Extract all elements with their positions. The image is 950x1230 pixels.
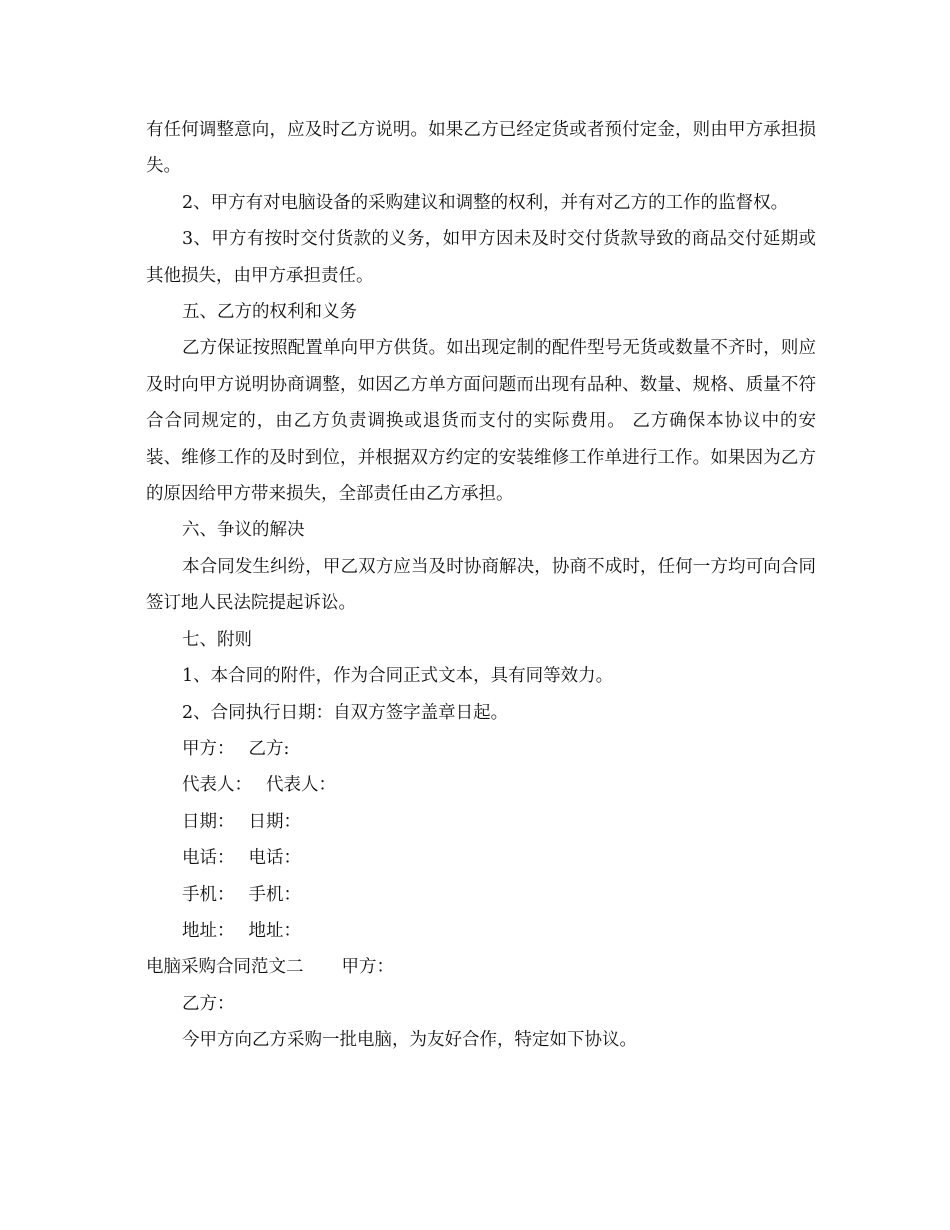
signature-label-left: 地址： (182, 920, 235, 941)
document-page (146, 112, 816, 1059)
second-contract-title: 电脑采购合同范文二 (146, 957, 304, 978)
signature-label-right: 地址： (248, 920, 301, 941)
second-contract-intro: 今甲方向乙方采购一批电脑，为友好合作，特定如下协议。 (182, 1030, 637, 1051)
second-contract-title-line (146, 949, 816, 985)
signature-row-party (146, 731, 816, 767)
signature-label-right: 手机： (248, 884, 301, 905)
signature-label-left: 甲方： (182, 738, 235, 759)
signature-label-left: 手机： (182, 884, 235, 905)
signature-label-left: 代表人： (182, 775, 252, 796)
signature-row-date (146, 804, 816, 840)
signature-row-address (146, 913, 816, 949)
signature-label-right: 代表人： (266, 775, 336, 796)
signature-block (146, 731, 816, 949)
second-contract-party-b: 乙方： (182, 993, 235, 1014)
paragraph-dispute-resolution: 本合同发生纠纷，甲乙双方应当及时协商解决，协商不成时，任何一方均可向合同签订地人民法院提起诉讼。 (146, 556, 816, 614)
section-heading-7: 七、附则 (182, 629, 252, 650)
signature-label-right: 电话： (248, 848, 301, 869)
section-heading-6: 六、争议的解决 (182, 520, 305, 541)
section-heading-5: 五、乙方的权利和义务 (182, 302, 357, 323)
paragraph-party-a-right-2: 2、甲方有对电脑设备的采购建议和调整的权利，并有对乙方的工作的监督权。 (182, 192, 789, 213)
paragraph-adjustment-notice: 有任何调整意向，应及时乙方说明。如果乙方已经定货或者预付定金，则由甲方承担损失。 (146, 120, 816, 177)
signature-label-left: 日期： (182, 811, 235, 832)
signature-row-representative (146, 767, 816, 803)
signature-label-right: 日期： (248, 811, 301, 832)
signature-row-phone (146, 840, 816, 876)
signature-row-mobile (146, 877, 816, 913)
paragraph-annex-validity: 1、本合同的附件，作为合同正式文本，具有同等效力。 (182, 666, 614, 687)
signature-label-left: 电话： (182, 848, 235, 869)
signature-label-right: 乙方: (248, 738, 290, 759)
paragraph-effective-date: 2、合同执行日期：自双方签字盖章日起。 (182, 702, 509, 723)
paragraph-party-a-duty-3: 3、甲方有按时交付货款的义务，如甲方因未及时交付货款导致的商品交付延期或其他损失，由甲方承担责任。 (146, 229, 816, 286)
second-contract-party-a: 甲方： (341, 957, 394, 978)
paragraph-party-b-obligations: 乙方保证按照配置单向甲方供货。如出现定制的配件型号无货或数量不齐时，则应及时向甲方说明协商调整，如因乙方单方面问题而出现有品种、数量、规格、质量不符合合同规定的，由乙方负责调换或退货而支付的实际费用。 乙方确保本协议中的安装、维修工作的及时到位，并根据双方约定的安装维修工作单进行工作。如果因为乙方的原因给甲方带来损失，全部责任由乙方承担。 (146, 338, 816, 505)
